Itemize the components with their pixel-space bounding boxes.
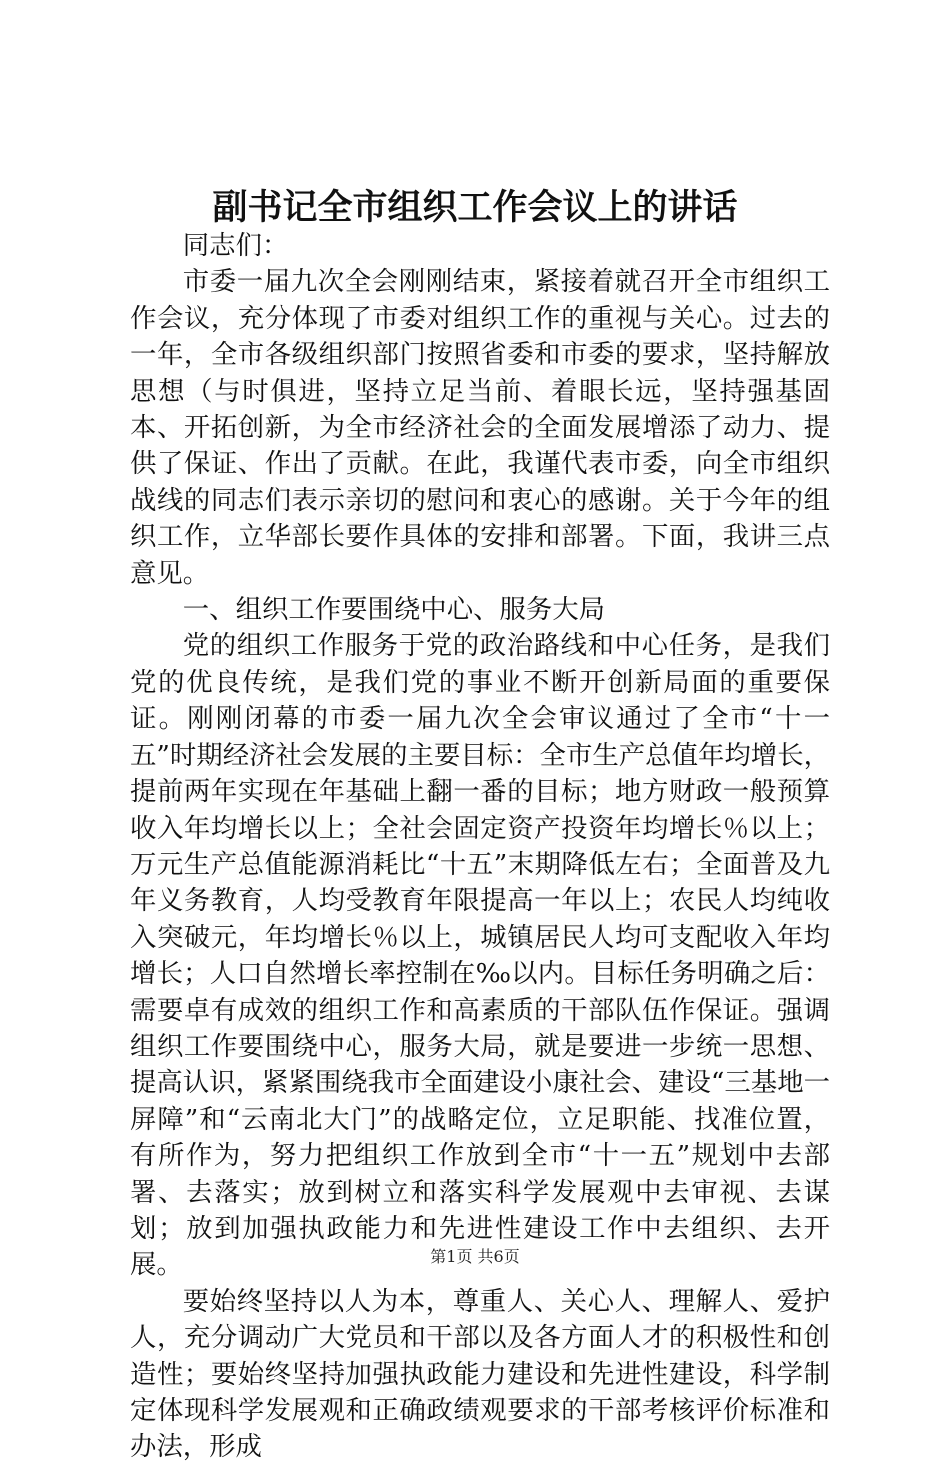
document-body (130, 228, 830, 1466)
paragraph-section-1: 党的组织工作服务于党的政治路线和中心任务，是我们党的优良传统，是我们党的事业不断开创新局面的重要保证。刚刚闭幕的市委一届九次全会审议通过了全市“十一五”时期经济社会发展的主要目标：全市生产总值年均增长，提前两年实现在年基础上翻一番的目标；地方财政一般预算收入年均增长以上；全社会固定资产投资年均增长％以上；万元生产总值能源消耗比“十五”末期降低左右；全面普及九年义务教育，人均受教育年限提高一年以上；农民人均纯收入突破元，年均增长％以上，城镇居民人均可支配收入年均增长；人口自然增长率控制在‰以内。目标任务明确之后：需要卓有成效的组织工作和高素质的干部队伍作保证。强调组织工作要围绕中心，服务大局，就是要进一步统一思想、提高认识，紧紧围绕我市全面建设小康社会、建设“三基地一屏障”和“云南北大门”的战略定位，立足职能、找准位置，有所作为，努力把组织工作放到全市“十一五”规划中去部署、去落实；放到树立和落实科学发展观中去审视、去谋划；放到加强执政能力和先进性建设工作中去组织、去开展。 (130, 630, 830, 1281)
section-heading-1: 一、组织工作要围绕中心、服务大局 (182, 594, 606, 626)
paragraph-intro: 市委一届九次全会刚刚结束，紧接着就召开全市组织工作会议，充分体现了市委对组织工作的重视与关心。过去的一年，全市各级组织部门按照省委和市委的要求，坚持解放思想（与时俱进，坚持立足当前、着眼长远，坚持强基固本、开拓创新，为全市经济社会的全面发展增添了动力、提供了保证、作出了贡献。在此，我谨代表市委，向全市组织战线的同志们表示亲切的慰问和衷心的感谢。关于今年的组织工作，立华部长要作具体的安排和部署。下面，我讲三点意见。 (130, 266, 830, 589)
paragraph-section-1-continued: 要始终坚持以人为本，尊重人、关心人、理解人、爱护人，充分调动广大党员和干部以及各方面人才的积极性和创造性；要始终坚持加强执政能力建设和先进性建设，科学制定体现科学发展观和正确政绩观要求的干部考核评价标准和办法，形成 (130, 1285, 830, 1463)
document-title: 副书记全市组织工作会议上的讲话 (212, 187, 738, 228)
page-number-footer: 第1页 共6页 (430, 1247, 520, 1266)
paragraph-salutation: 同志们： (182, 230, 289, 261)
